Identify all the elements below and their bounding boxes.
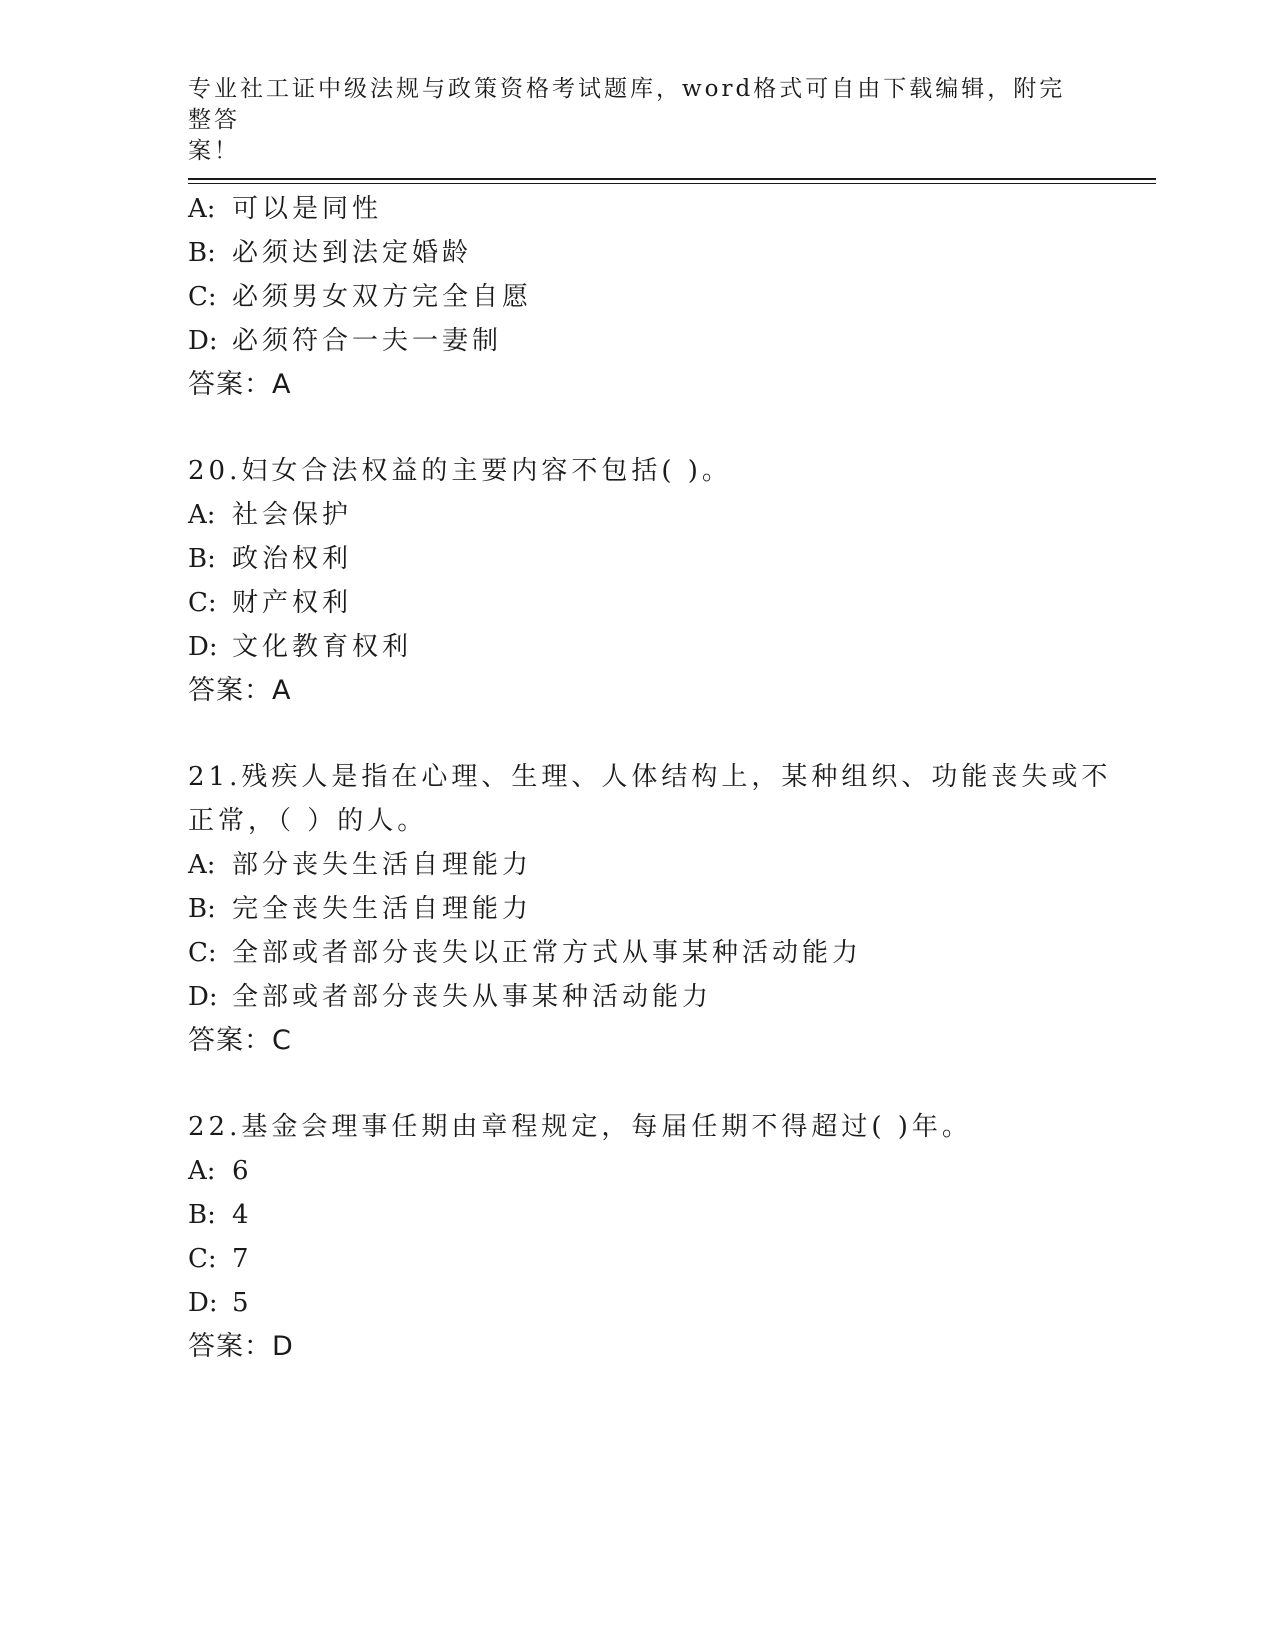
document-header: [188, 74, 1068, 167]
q20-answer: 答案：A: [188, 675, 292, 706]
q20-option-b: B: 政治权利: [188, 544, 353, 574]
q21-stem-line-2: 正常，（ ）的人。: [188, 806, 428, 836]
prev-option-c: C: 必须男女双方完全自愿: [188, 282, 533, 312]
q21-option-d: D: 全部或者部分丧失从事某种活动能力: [188, 982, 713, 1012]
q22-stem: 22.基金会理事任期由章程规定，每届任期不得超过( )年。: [188, 1112, 972, 1142]
q21-answer: 答案：C: [188, 1025, 292, 1056]
header-line-2: 案！: [188, 138, 240, 164]
q20-option-d: D: 文化教育权利: [188, 632, 413, 662]
header-rule-thick: [188, 178, 1156, 180]
q21-stem-line-1: 21.残疾人是指在心理、生理、人体结构上，某种组织、功能丧失或不: [188, 762, 1112, 792]
q22-option-a: A: 6: [188, 1156, 253, 1186]
q22-option-d: D: 5: [188, 1288, 253, 1318]
q20-option-c: C: 财产权利: [188, 588, 353, 618]
q21-option-a: A: 部分丧失生活自理能力: [188, 850, 533, 880]
q22-answer: 答案：D: [188, 1331, 294, 1362]
header-line-1: 专业社工证中级法规与政策资格考试题库，word格式可自由下载编辑，附完整答: [188, 76, 1066, 133]
prev-option-a: A: 可以是同性: [188, 194, 383, 224]
q21-option-c: C: 全部或者部分丧失以正常方式从事某种活动能力: [188, 938, 863, 968]
prev-answer: 答案：A: [188, 369, 292, 400]
prev-option-d: D: 必须符合一夫一妻制: [188, 326, 503, 356]
q22-option-c: C: 7: [188, 1244, 253, 1274]
q22-option-b: B: 4: [188, 1200, 253, 1230]
prev-option-b: B: 必须达到法定婚龄: [188, 238, 473, 268]
q20-stem: 20.妇女合法权益的主要内容不包括( )。: [188, 456, 732, 486]
q21-option-b: B: 完全丧失生活自理能力: [188, 894, 533, 924]
q20-option-a: A: 社会保护: [188, 500, 353, 530]
header-rule-thin: [188, 183, 1156, 184]
